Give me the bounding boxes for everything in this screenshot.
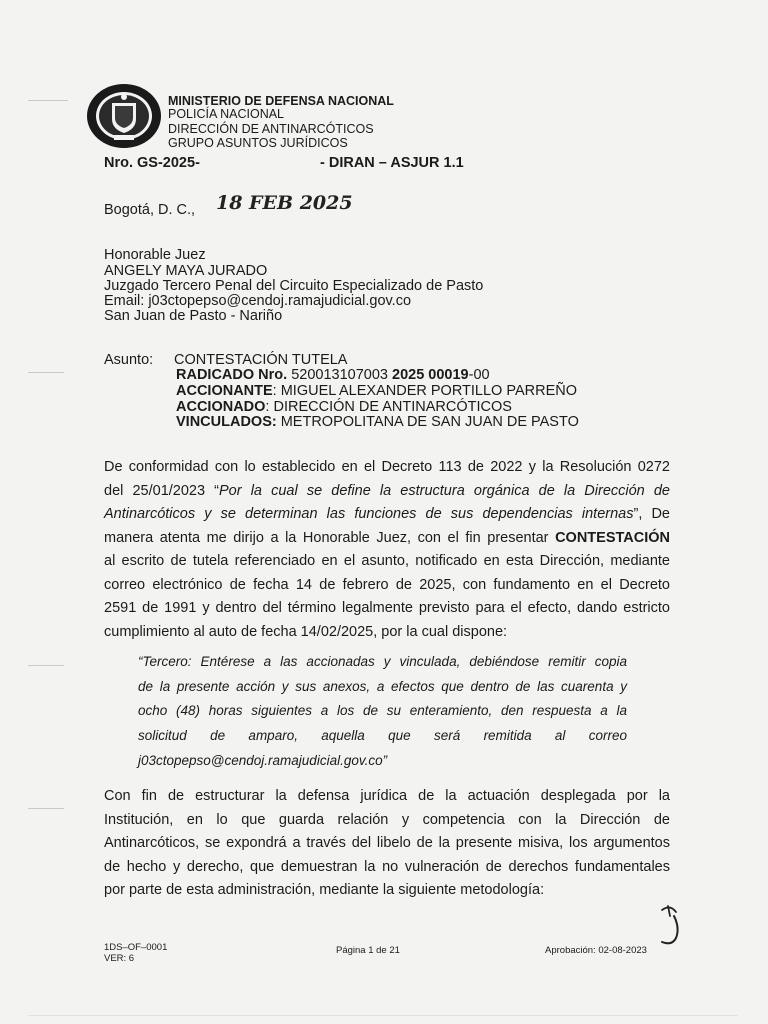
footer-version: VER: 6 bbox=[104, 953, 135, 964]
scan-artifact bbox=[28, 665, 64, 666]
p2-line: de hecho y derecho, que demuestran la no vulneración de derechos fundamentales bbox=[104, 858, 670, 875]
accionado-label: ACCIONADO bbox=[176, 399, 266, 415]
date-stamp: 18 FEB 2025 bbox=[216, 192, 353, 214]
subject-accionado bbox=[176, 399, 512, 415]
p1-line: 2591 de 1991 y dentro del término legalmente previsto para el efecto, dando estricto bbox=[104, 600, 670, 616]
recipient-court: Juzgado Tercero Penal del Circuito Especializado de Pasto bbox=[104, 278, 484, 294]
quote-line: ocho (48) horas siguientes a los de su enteramiento, den respuesta a la bbox=[138, 703, 627, 719]
p2-line: Con fin de estructurar la defensa jurídica de la actuación desplegada por la bbox=[104, 788, 670, 804]
body-paragraph-1 bbox=[104, 456, 670, 644]
reference-number: Nro. GS-2025- bbox=[104, 155, 200, 171]
recipient-email: Email: j03ctopepso@cendoj.ramajudicial.gov.co bbox=[104, 293, 412, 309]
vinculados-label: VINCULADOS: bbox=[176, 414, 277, 430]
scan-artifact bbox=[28, 372, 64, 373]
p2-line: por parte de esta administración, mediante la siguiente metodología: bbox=[104, 882, 545, 898]
quoted-order bbox=[138, 650, 627, 774]
subject-vinculados bbox=[176, 414, 579, 430]
accionado-value: : DIRECCIÓN DE ANTINARCÓTICOS bbox=[265, 399, 512, 415]
p1-line: De conformidad con lo establecido en el Decreto 113 de 2022 y la Resolución 0272 bbox=[104, 459, 670, 475]
scan-artifact bbox=[28, 1015, 738, 1016]
quote-line: j03ctopepso@cendoj.ramajudicial.gov.co” bbox=[138, 752, 388, 768]
recipient-city: San Juan de Pasto - Nariño bbox=[104, 308, 283, 324]
p1-line: del 25/01/2023 “Por la cual se define la estructura orgánica de la Dirección de bbox=[104, 482, 670, 499]
radicado-prefix: 520013107003 bbox=[291, 367, 388, 383]
footer-page-number: Página 1 de 21 bbox=[336, 945, 400, 956]
quote-line: de la presente acción y sus anexos, a efectos que dentro de las cuarenta y bbox=[138, 678, 627, 694]
subject-radicado bbox=[176, 367, 490, 383]
accionante-value: : MIGUEL ALEXANDER PORTILLO PARREÑO bbox=[272, 383, 577, 399]
footer-doc-code: 1DS–OF–0001 bbox=[104, 942, 168, 953]
p1-line: cumplimiento al auto de fecha 14/02/2025, por la cual dispone: bbox=[104, 623, 508, 640]
radicado-number: 2025 00019 bbox=[392, 367, 469, 383]
subject-title: CONTESTACIÓN TUTELA bbox=[174, 352, 348, 368]
quote-line: “Tercero: Entérese a las accionadas y vinculada, debiéndose remitir copia bbox=[138, 654, 627, 669]
body-paragraph-2 bbox=[104, 785, 670, 903]
accionante-label: ACCIONANTE bbox=[176, 383, 273, 399]
p1-line: correo electrónico de fecha 14 de febrero de 2025, con fundamento en el Decreto bbox=[104, 576, 670, 593]
quote-line: solicitud de amparo, aquella que será remitida al correo bbox=[138, 728, 627, 744]
header-ministry: MINISTERIO DE DEFENSA NACIONAL bbox=[168, 94, 394, 108]
radicado-label: RADICADO Nro. bbox=[176, 367, 288, 383]
radicado-suffix: -00 bbox=[468, 367, 490, 383]
p1-line: manera atenta me dirijo a la Honorable Juez, con el fin presentar CONTESTACIÓN bbox=[104, 529, 670, 546]
vinculados-value: METROPOLITANA DE SAN JUAN DE PASTO bbox=[276, 414, 579, 430]
police-seal-icon bbox=[86, 83, 162, 149]
p1-line: al escrito de tutela referenciado en el asunto, notificado en esta Dirección, mediante bbox=[104, 553, 670, 569]
p2-line: Antinarcóticos, se expondrá a través del libelo de la presente misiva, los argumentos bbox=[104, 835, 670, 851]
date-city: Bogotá, D. C., bbox=[104, 202, 196, 218]
p2-line: Institución, en lo que guarda relación y competencia con la Dirección de bbox=[104, 811, 670, 828]
recipient-name: ANGELY MAYA JURADO bbox=[104, 263, 268, 279]
subject-label: Asunto: bbox=[104, 352, 154, 368]
header-group: GRUPO ASUNTOS JURÍDICOS bbox=[168, 136, 348, 150]
reference-code: - DIRAN – ASJUR 1.1 bbox=[320, 155, 464, 171]
subject-accionante bbox=[176, 383, 577, 399]
recipient-title: Honorable Juez bbox=[104, 247, 206, 263]
p1-line: Antinarcóticos y se determinan las funciones de sus dependencias internas”, De bbox=[104, 506, 671, 522]
footer-approval-date: Aprobación: 02-08-2023 bbox=[545, 945, 647, 956]
scan-artifact bbox=[28, 100, 68, 101]
header-police: POLICÍA NACIONAL bbox=[168, 107, 285, 121]
initials-signature-icon bbox=[652, 902, 692, 948]
header-direction: DIRECCIÓN DE ANTINARCÓTICOS bbox=[168, 122, 374, 136]
scan-artifact bbox=[28, 808, 64, 809]
